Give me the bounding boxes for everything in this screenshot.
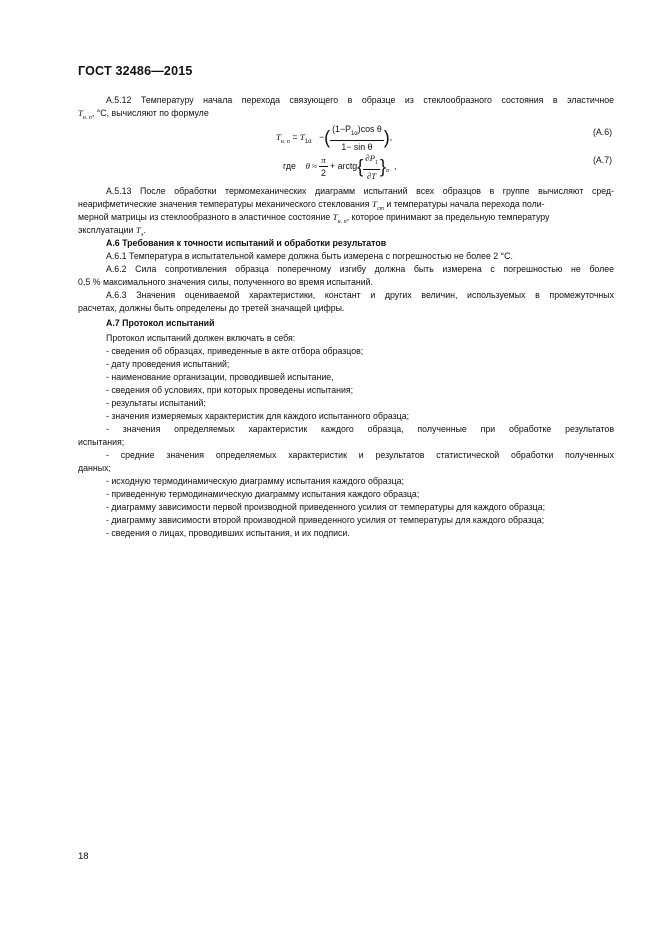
page-number: 18: [78, 851, 89, 862]
list-item: - диаграмму зависимости второй производной приведенного усилия от температуры для каждого образца;: [106, 515, 545, 525]
list-item-continuation: испытания;: [78, 437, 125, 447]
paragraph-a513-line1: А.5.13 После обработки термомеханических диаграмм испытаний всех образцов в группе вычисляют сред-: [106, 186, 614, 196]
fraction-a7: $\frac{\partial P_1}{\partial T}$: [365, 153, 378, 181]
list-item: - средние значения определяемых характеристик и результатов статистической обработки полученных: [106, 450, 614, 460]
list-item: - результаты испытаний;: [106, 398, 206, 408]
paragraph-a513-line2: неарифметические значения температуры механического стеклования $T_{ст}$ и температуры начала перехода поли-: [78, 199, 545, 212]
fraction-a6: $\frac{(1-P_{1\alpha})\cos \theta}{\text{1− sin θ}}$: [332, 124, 382, 152]
equation-number-a6: (А.6): [593, 127, 613, 137]
list-item: - дату проведения испытаний;: [106, 359, 230, 369]
protocol-intro: Протокол испытаний должен включать в себя:: [106, 333, 296, 343]
list-item: - исходную термодинамическую диаграмму испытания каждого образца;: [106, 476, 404, 486]
list-item: - сведения о лицах, проводивших испытания, и их подписи.: [106, 528, 350, 538]
list-item: - сведения об условиях, при которых проведены испытания;: [106, 385, 354, 395]
list-item: - значения определяемых характеристик каждого образца, полученные при обработке результатов: [106, 424, 614, 434]
equation-a7: где θ ≈ $\frac{\pi}{2}$ + arctg{ $\frac{\partial P_1}{\partial T}$ }$_\alpha$ ,: [283, 153, 397, 181]
equation-number-a7: (А.7): [593, 155, 613, 165]
paragraph-a61: А.6.1 Температура в испытательной камере должна быть измерена с погрешностью не более 2 °С.: [106, 251, 513, 261]
list-item: - наименование организации, проводившей испытание,: [106, 372, 334, 382]
document-header: ГОСТ 32486—2015: [78, 64, 193, 78]
list-item: - сведения об образцах, приведенные в акте отбора образцов;: [106, 346, 364, 356]
paragraph-a63-line2: расчетах, должны быть определены до третей значащей цифры.: [78, 303, 345, 313]
list-item-continuation: данных;: [78, 463, 111, 473]
paragraph-a512-line2: $T_{н. п}$, °С, вычисляют по формуле: [78, 108, 209, 121]
section-heading-a6: А.6 Требования к точности испытаний и обработки результатов: [106, 238, 387, 248]
paragraph-a62-line1: А.6.2 Сила сопротивления образца поперечному изгибу должна быть измерена с погрешностью не более: [106, 264, 614, 274]
list-item: - диаграмму зависимости первой производной приведенного усилия от температуры для каждого образца;: [106, 502, 546, 512]
list-item: - приведенную термодинамическую диаграмму испытания каждого образца;: [106, 489, 420, 499]
section-heading-a7: А.7 Протокол испытаний: [106, 318, 215, 328]
paragraph-a513-line3: мерной матрицы из стеклообразного в эластичное состояние $T_{н. п}$, которое принимают за предельную температуру: [78, 212, 550, 225]
paragraph-a62-line2: 0,5 % максимального значения силы, полученного во время испытаний.: [78, 277, 374, 287]
list-item: - значения измеряемых характеристик для каждого испытанного образца;: [106, 411, 410, 421]
paragraph-a512-line1: А.5.12 Температуру начала перехода связующего в образце из стеклообразного состояния в эластичное: [106, 95, 614, 105]
equation-a6: $T_{н. п} = T_{1\alpha}$ −( $\frac{(1-P_{1\alpha})\cos \theta}{\text{1− sin θ}}$ ),: [276, 124, 393, 152]
symbol-t-np: $T_{н. п}$: [78, 108, 92, 121]
paragraph-a63-line1: А.6.3 Значения оцениваемой характеристики, констант и других величин, используемых в промежуточных: [106, 290, 614, 300]
paragraph-a513-line4: эксплуатации $T_э$.: [78, 225, 146, 238]
